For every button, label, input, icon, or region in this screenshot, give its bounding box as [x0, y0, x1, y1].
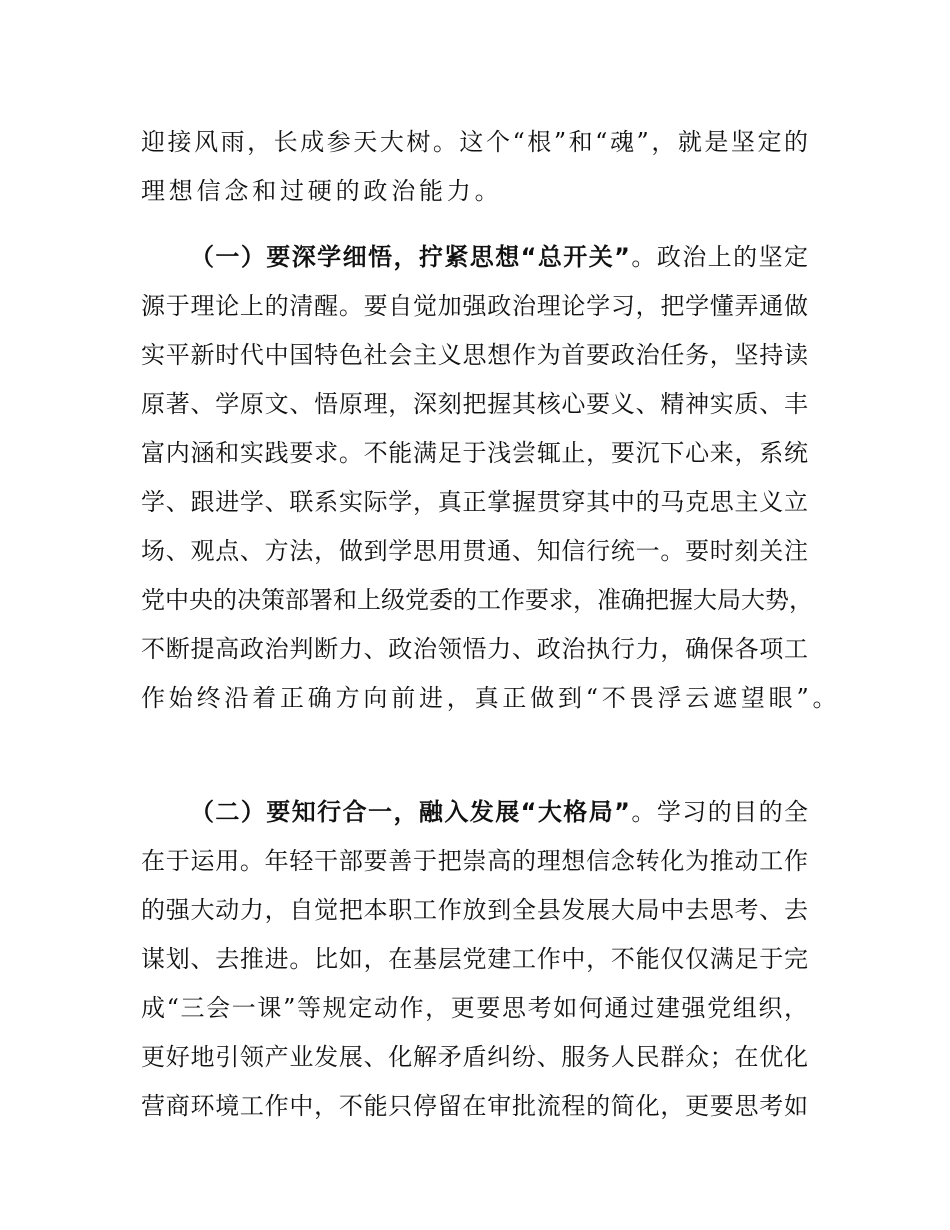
paragraph-intro	[141, 118, 808, 216]
text-line: 不断提高政治判断力、政治领悟力、政治执行力，确保各项工	[141, 635, 808, 663]
text-line: 更好地引领产业发展、化解矛盾纠纷、服务人民群众；在优化	[141, 1043, 808, 1071]
text-line: 成“三会一课”等规定动作，更要思考如何通过建强党组织，	[141, 994, 808, 1022]
section-heading-line	[141, 788, 808, 837]
text-line: 富内涵和实践要求。不能满足于浅尝辄止，要沉下心来，系统	[141, 439, 808, 467]
text-line: 在于运用。年轻干部要善于把崇高的理想信念转化为推动工作	[141, 847, 808, 875]
text-line: 源于理论上的清醒。要自觉加强政治理论学习，把学懂弄通做	[141, 292, 808, 320]
text-line: 学、跟进学、联系实际学，真正掌握贯穿其中的马克思主义立	[141, 488, 808, 516]
text-line: 的强大动力，自觉把本职工作放到全县发展大局中去思考、去	[141, 896, 808, 924]
text-line: 。政治上的坚定	[629, 243, 809, 271]
text-line: 原著、学原文、悟原理，深刻把握其核心要义、精神实质、丰	[141, 390, 808, 418]
text-line: 。学习的目的全	[629, 798, 809, 826]
text-line: 谋划、去推进。比如，在基层党建工作中，不能仅仅满足于完	[141, 945, 808, 973]
text-line: 营商环境工作中，不能只停留在审批流程的简化，更要思考如	[141, 1092, 808, 1120]
paragraph-section-2	[141, 788, 808, 1131]
text-line: 党中央的决策部署和上级党委的工作要求，准确把握大局大势，	[141, 586, 813, 614]
text-line: 迎接风雨，长成参天大树。这个“根”和“魂”，就是坚定的	[141, 128, 808, 156]
text-line: 作始终沿着正确方向前进，真正做到“不畏浮云遮望眼”。	[141, 684, 841, 712]
section-heading-line	[141, 233, 808, 282]
text-line: 场、观点、方法，做到学思用贯通、知信行统一。要时刻关注	[141, 537, 808, 565]
text-line: 实平新时代中国特色社会主义思想作为首要政治任务，坚持读	[141, 341, 808, 369]
section-heading: （一）要深学细悟，拧紧思想“总开关”	[190, 243, 630, 271]
paragraph-section-1	[141, 233, 841, 723]
text-line: 理想信念和过硬的政治能力。	[141, 177, 503, 205]
section-heading: （二）要知行合一，融入发展“大格局”	[190, 798, 630, 826]
